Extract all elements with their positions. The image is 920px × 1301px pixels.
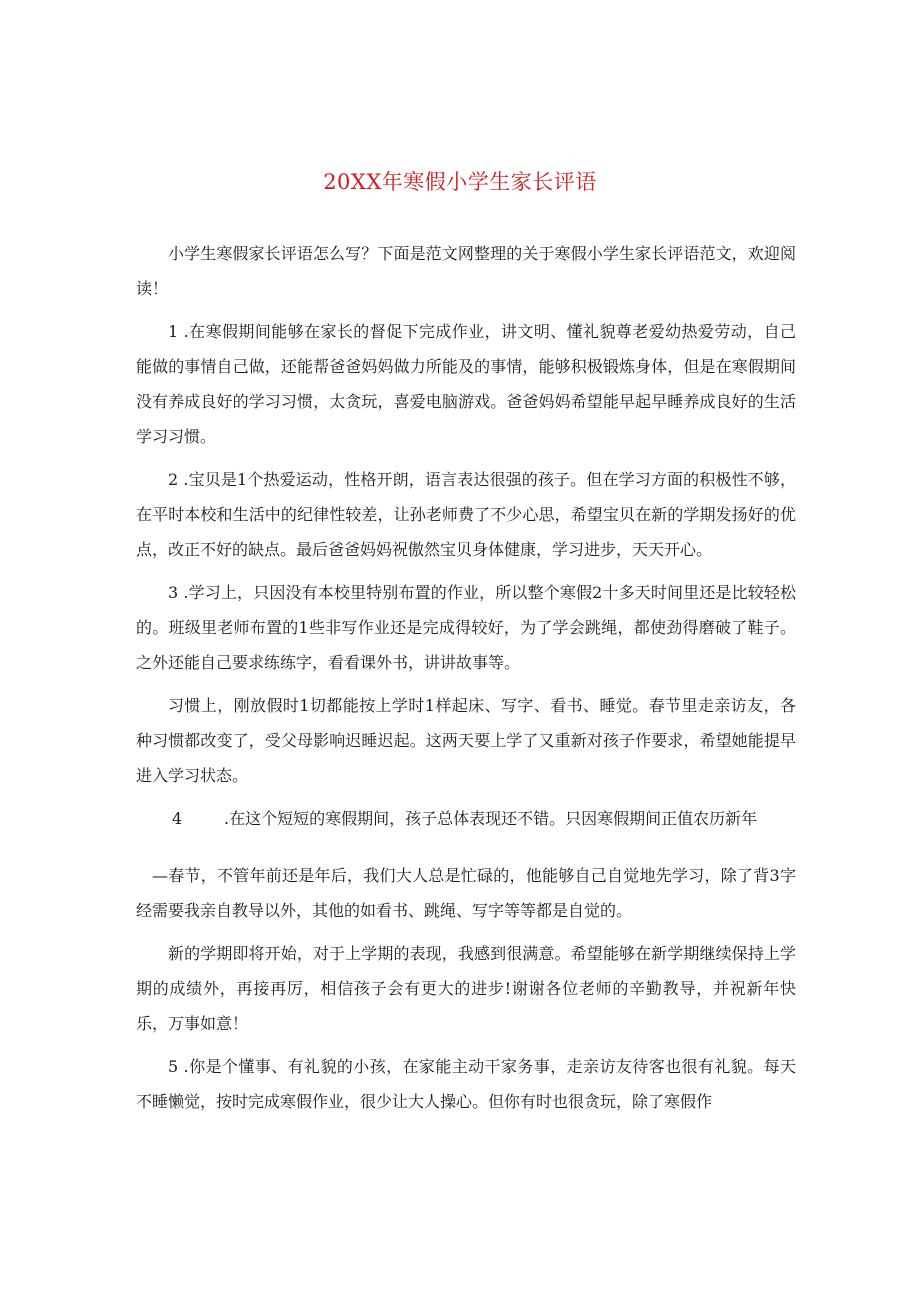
comment-4-number: 4 [172, 809, 183, 828]
comment-4-heading-text: .在这个短短的寒假期间，孩子总体表现还不错。只因寒假期间正值农历新年 [224, 809, 758, 828]
document-title: 20XX年寒假小学生家长评语 [323, 170, 597, 194]
document-body [136, 236, 796, 1127]
comment-4-continuation: —春节，不管年前还是年后，我们大人总是忙碌的，他能够自己自觉地先学习，除了背3字经需要我亲自教导以外，其他的如看书、跳绳、写字等等都是自觉的。 [136, 866, 796, 920]
comment-5-paragraph: 5 .你是个懂事、有礼貌的小孩，在家能主动干家务事，走亲访友待客也很有礼貌。每天不睡懒觉，按时完成寒假作业，很少让大人操心。但你有时也很贪玩，除了寒假作 [136, 1057, 796, 1111]
intro-paragraph: 小学生寒假家长评语怎么写？下面是范文网整理的关于寒假小学生家长评语范文，欢迎阅读！ [136, 244, 796, 298]
habits-paragraph: 习惯上，刚放假时1切都能按上学时1样起床、写字、看书、睡觉。春节里走亲访友，各种习惯都改变了，受父母影响迟睡迟起。这两天要上学了又重新对孩子作要求，希望她能提早进入学习状态。 [136, 696, 796, 785]
comment-1-paragraph: 1 .在寒假期间能够在家长的督促下完成作业，讲文明、懂礼貌尊老爱幼热爱劳动，自己能做的事情自己做，还能帮爸爸妈妈做力所能及的事情，能够积极锻炼身体，但是在寒假期间没有养成良好的学习习惯，太贪玩，喜爱电脑游戏。爸爸妈妈希望能早起早睡养成良好的生活学习习惯。 [136, 322, 796, 446]
new-term-paragraph: 新的学期即将开始，对于上学期的表现，我感到很满意。希望能够在新学期继续保持上学期的成绩外，再接再厉，相信孩子会有更大的进步!谢谢各位老师的辛勤教导，并祝新年快乐，万事如意！ [136, 944, 796, 1033]
comment-3-paragraph: 3 .学习上，只因没有本校里特别布置的作业，所以整个寒假2十多天时间里还是比较轻松的。班级里老师布置的1些非写作业还是完成得较好，为了学会跳绳，都使劲得磨破了鞋子。之外还能自己要求练练字，看看课外书，讲讲故事等。 [136, 583, 796, 672]
comment-4-heading [136, 801, 796, 836]
comment-2-paragraph: 2 .宝贝是1个热爱运动，性格开朗，语言表达很强的孩子。但在学习方面的积极性不够，在平时本校和生活中的纪律性较差，让孙老师费了不少心思，希望宝贝在新的学期发扬好的优点，改正不好的缺点。最后爸爸妈妈祝傲然宝贝身体健康，学习进步，天天开心。 [136, 470, 796, 559]
